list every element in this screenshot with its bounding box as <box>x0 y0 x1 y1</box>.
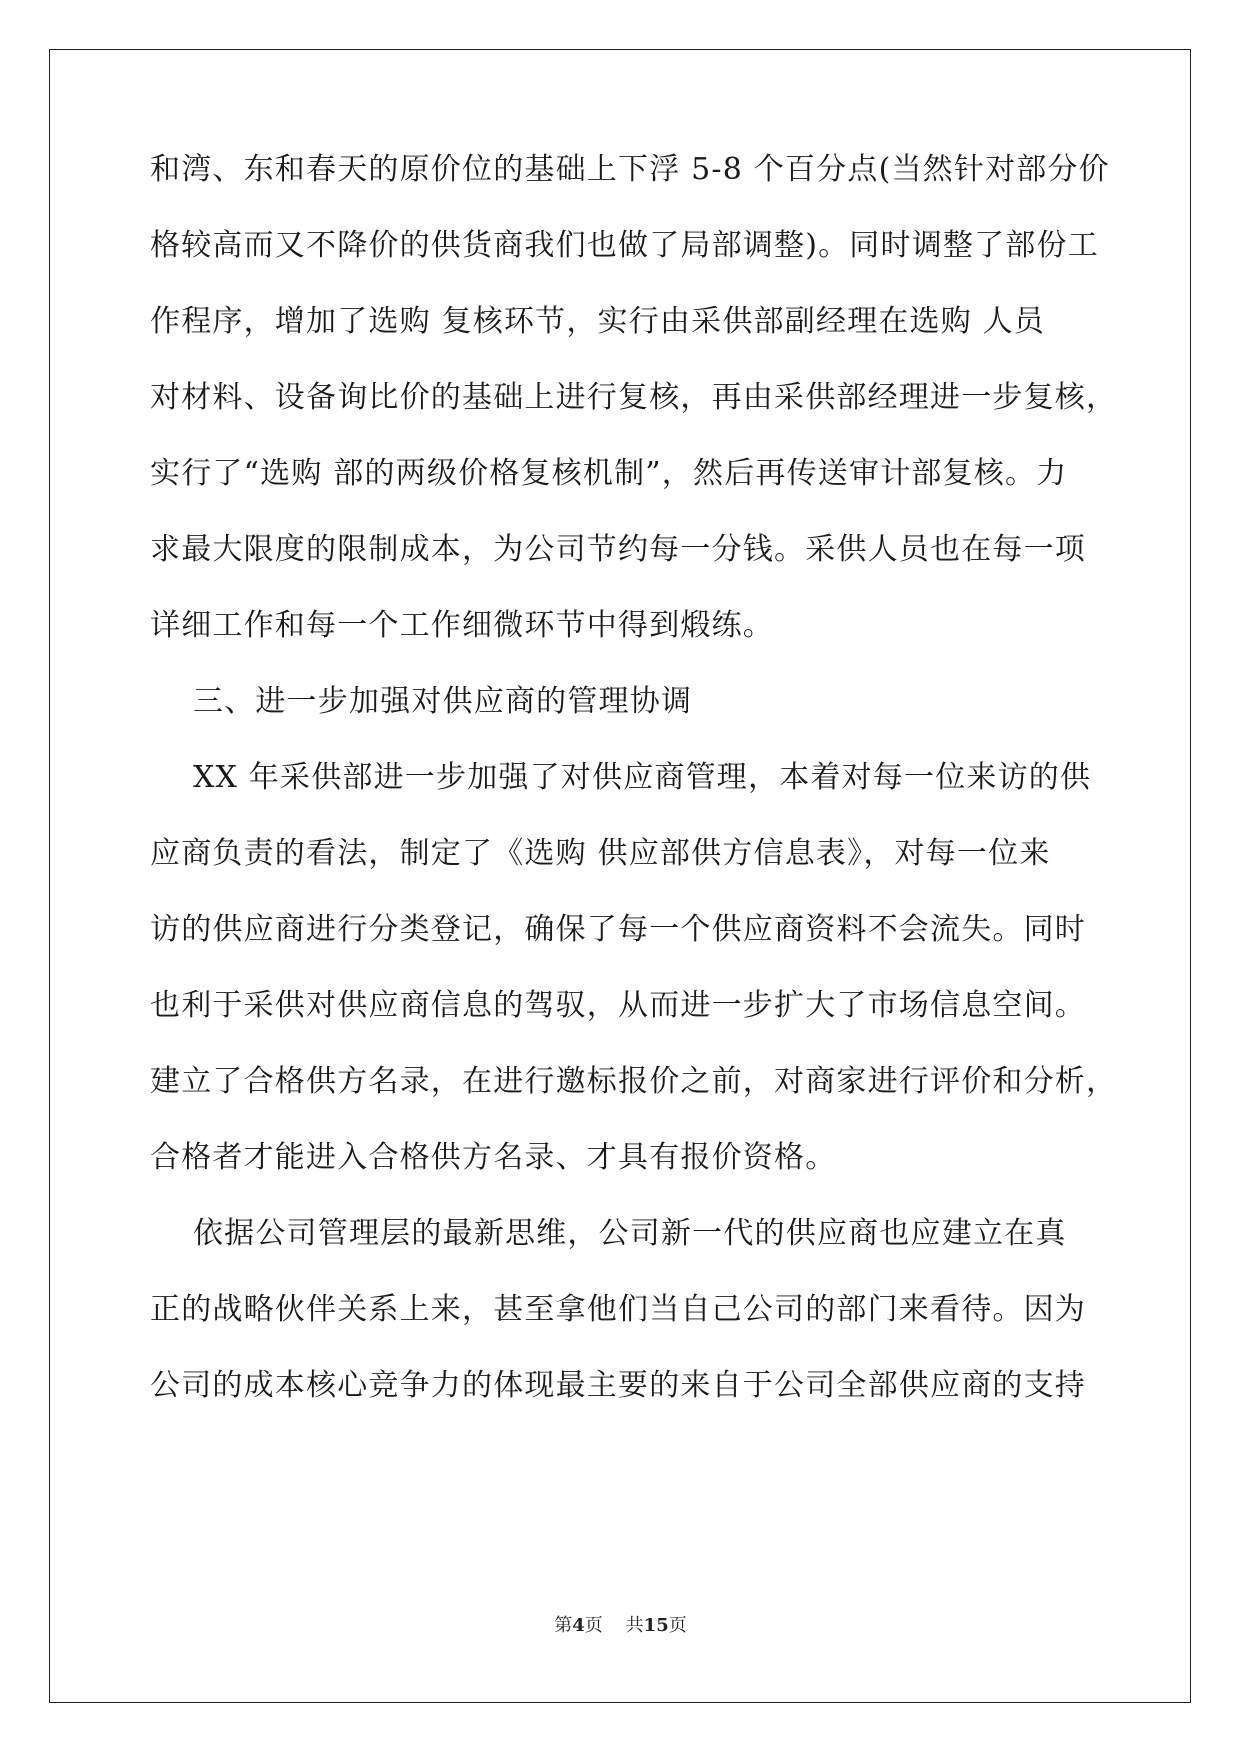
text-line: 作程序，增加了选购 复核环节，实行由采供部副经理在选购 人员 <box>150 304 1046 339</box>
text-line: 对材料、设备询比价的基础上进行复核，再由采供部经理进一步复核， <box>150 380 1118 415</box>
text-line: 格较高而又不降价的供货商我们也做了局部调整)。同时调整了部份工 <box>150 228 1099 263</box>
footer-total-prefix: 共 <box>625 1615 644 1636</box>
text-line: 详细工作和每一个工作细微环节中得到煅练。 <box>150 608 774 643</box>
footer-prefix: 第 <box>554 1615 573 1636</box>
total-page-count: 15 <box>643 1615 669 1636</box>
footer-page-suffix: 页 <box>584 1615 603 1636</box>
text-line: 求最大限度的限制成本，为公司节约每一分钱。采供人员也在每一项 <box>150 532 1086 567</box>
text-line: 也利于采供对供应商信息的驾驭，从而进一步扩大了市场信息空间。 <box>150 988 1086 1023</box>
text-line: 实行了“选购 部的两级价格复核机制”，然后再传送审计部复核。力 <box>150 456 1068 491</box>
text-line: 建立了合格供方名录，在进行邀标报价之前，对商家进行评价和分析， <box>150 1064 1118 1099</box>
current-page-number: 4 <box>572 1615 585 1636</box>
text-line: 应商负责的看法，制定了《选购 供应部供方信息表》，对每一位来 <box>150 836 1051 871</box>
text-line: 正的战略伙伴关系上来，甚至拿他们当自己公司的部门来看待。因为 <box>150 1292 1086 1327</box>
text-line: 合格者才能进入合格供方名录、才具有报价资格。 <box>150 1140 837 1175</box>
text-line: 依据公司管理层的最新思维，公司新一代的供应商也应建立在真 <box>150 1216 1067 1251</box>
section-heading: 三、进一步加强对供应商的管理协调 <box>150 684 693 719</box>
page-border <box>49 49 1191 1703</box>
footer-total-suffix: 页 <box>668 1615 687 1636</box>
text-line: XX 年采供部进一步加强了对供应商管理，本着对每一位来访的供 <box>150 760 1092 795</box>
page-footer <box>0 1614 1241 1638</box>
text-line: 访的供应商进行分类登记，确保了每一个供应商资料不会流失。同时 <box>150 912 1086 947</box>
text-line: 公司的成本核心竞争力的体现最主要的来自于公司全部供应商的支持 <box>150 1368 1086 1403</box>
text-line: 和湾、东和春天的原价位的基础上下浮 5-8 个百分点(当然针对部分价 <box>150 152 1110 187</box>
